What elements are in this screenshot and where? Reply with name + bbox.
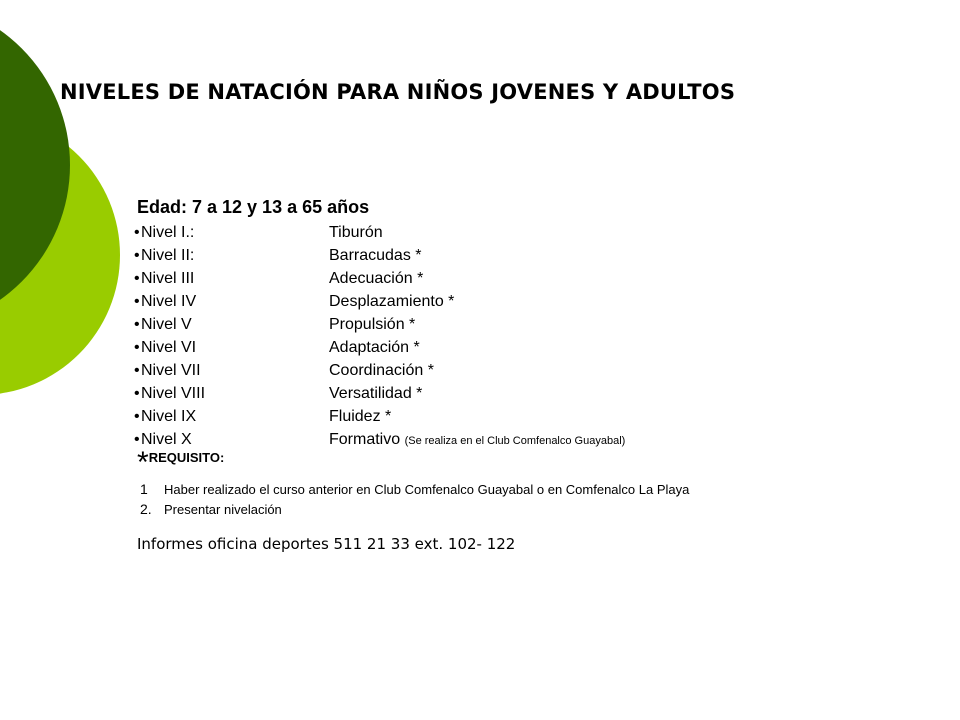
level-name: Adecuación * [329, 270, 424, 287]
level-list [134, 221, 625, 451]
level-label: Nivel VI [141, 339, 197, 356]
level-name: Formativo [329, 431, 401, 448]
bullet: • [134, 408, 140, 425]
bullet: • [134, 339, 140, 356]
bullet: • [134, 385, 140, 402]
level-row [134, 267, 625, 290]
level-row [134, 290, 625, 313]
level-row [134, 313, 625, 336]
asterisk-mark: * [137, 446, 149, 479]
level-row [134, 405, 625, 428]
level-name: Adaptación * [329, 339, 420, 356]
bullet: • [134, 270, 140, 287]
level-name: Versatilidad * [329, 385, 423, 402]
contact-info: Informes oficina deportes 511 21 33 ext. 102- 122 [137, 535, 516, 553]
bullet: • [134, 293, 140, 310]
requirement-text: Presentar nivelación [164, 502, 282, 517]
level-label: Nivel IV [141, 293, 197, 310]
bullet: • [134, 362, 140, 379]
level-label: Nivel III [141, 270, 195, 287]
slide-title: NIVELES DE NATACIÓN PARA NIÑOS JOVENES Y ADULTOS [60, 80, 736, 104]
level-name: Tiburón [329, 224, 383, 241]
requirement-heading [137, 448, 224, 478]
requirement-list [140, 479, 689, 519]
level-note: (Se realiza en el Club Comfenalco Guayabal) [404, 435, 626, 447]
level-name: Propulsión * [329, 316, 416, 333]
level-row [134, 359, 625, 382]
level-label: Nivel I.: [141, 224, 195, 241]
age-range: Edad: 7 a 12 y 13 a 65 años [137, 197, 370, 217]
level-row [134, 336, 625, 359]
requirement-number: 2. [140, 501, 152, 517]
level-label: Nivel IX [141, 408, 197, 425]
requirement-label: REQUISITO: [148, 450, 225, 465]
bullet: • [134, 224, 140, 241]
bullet: • [134, 316, 140, 333]
requirement-number: 1 [140, 481, 148, 497]
level-name: Fluidez * [329, 408, 392, 425]
level-name: Barracudas * [329, 247, 422, 264]
level-row [134, 244, 625, 267]
level-row [134, 382, 625, 405]
bullet: • [134, 247, 140, 264]
level-label: Nivel II: [141, 247, 195, 264]
level-row [134, 221, 625, 244]
level-label: Nivel V [141, 316, 192, 333]
level-name: Coordinación * [329, 362, 434, 379]
requirement-item [140, 479, 689, 499]
level-label: Nivel VII [141, 362, 201, 379]
requirement-item [140, 499, 689, 519]
level-name: Desplazamiento * [329, 293, 455, 310]
level-label: Nivel VIII [141, 385, 206, 402]
requirement-text: Haber realizado el curso anterior en Club Comfenalco Guayabal o en Comfenalco La Playa [164, 482, 690, 497]
level-label: Nivel X [141, 431, 192, 448]
bullet: • [134, 431, 140, 448]
